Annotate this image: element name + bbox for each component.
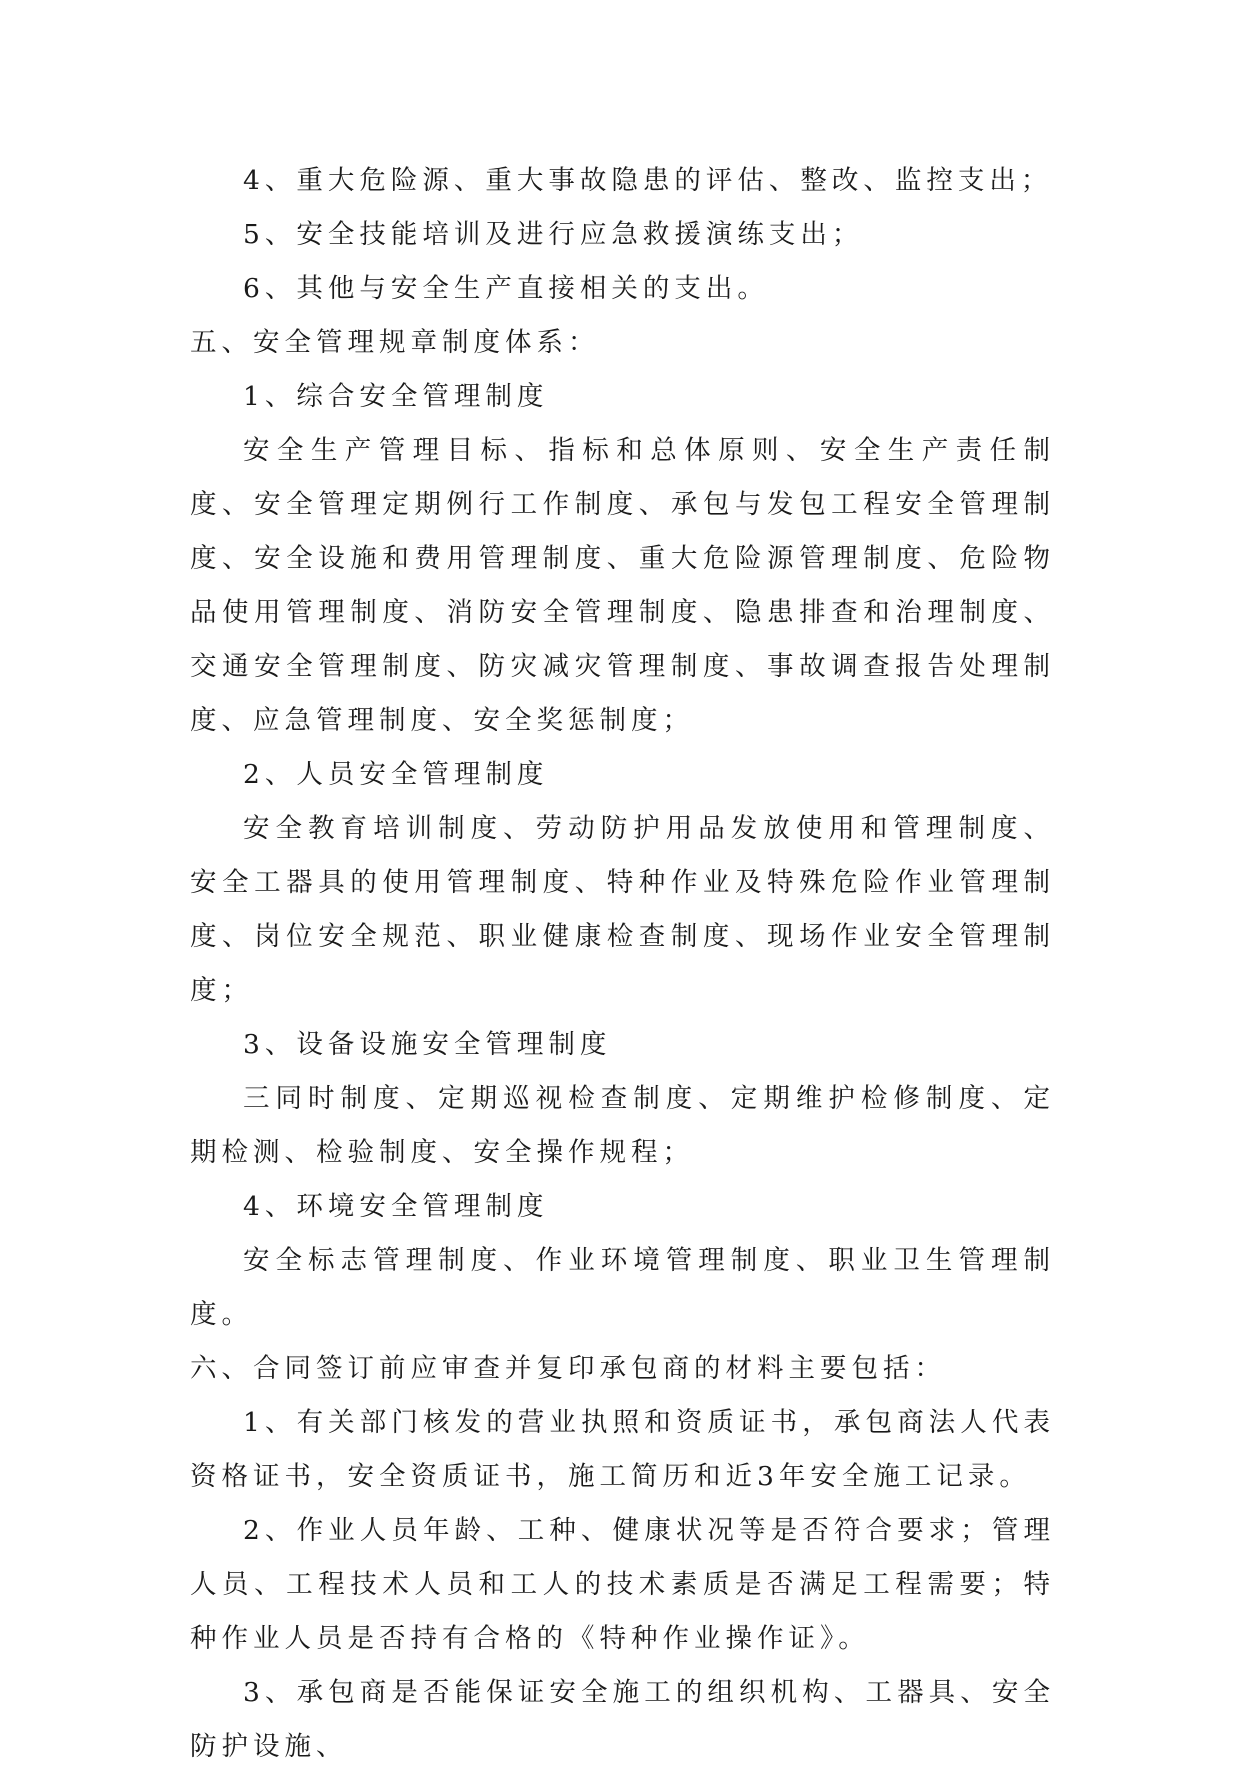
document-body	[190, 154, 1055, 1774]
paragraph-item-5-training: 5、安全技能培训及进行应急救援演练支出；	[243, 219, 864, 250]
paragraph-personnel-safety: 安全教育培训制度、劳动防护用品发放使用和管理制度、安全工器具的使用管理制度、特种作业及特殊危险作业管理制度、岗位安全规范、职业健康检查制度、现场作业安全管理制度；	[190, 813, 1055, 1006]
section-heading-6: 六、合同签订前应审查并复印承包商的材料主要包括：	[190, 1353, 946, 1384]
paragraph-item-4-major-hazards: 4、重大危险源、重大事故隐患的评估、整改、监控支出；	[243, 165, 1053, 196]
paragraph-item-6-other-expenses: 6、其他与安全生产直接相关的支出。	[243, 273, 769, 304]
paragraph-contractor-personnel: 2、作业人员年龄、工种、健康状况等是否符合要求；管理人员、工程技术人员和工人的技术素质是否满足工程需要；特种作业人员是否持有合格的《特种作业操作证》。	[190, 1515, 1055, 1654]
paragraph-contractor-licenses: 1、有关部门核发的营业执照和资质证书，承包商法人代表资格证书，安全资质证书，施工简历和近3年安全施工记录。	[190, 1407, 1055, 1492]
subheading-personnel-safety: 2、人员安全管理制度	[243, 759, 549, 790]
paragraph-environment-safety: 安全标志管理制度、作业环境管理制度、职业卫生管理制度。	[190, 1245, 1055, 1330]
subheading-equipment-safety: 3、设备设施安全管理制度	[243, 1029, 612, 1060]
paragraph-comprehensive-safety: 安全生产管理目标、指标和总体原则、安全生产责任制度、安全管理定期例行工作制度、承包与发包工程安全管理制度、安全设施和费用管理制度、重大危险源管理制度、危险物品使用管理制度、消防安全管理制度、隐患排查和治理制度、交通安全管理制度、防灾减灾管理制度、事故调查报告处理制度、应急管理制度、安全奖惩制度；	[190, 435, 1055, 736]
subheading-environment-safety: 4、环境安全管理制度	[243, 1191, 549, 1222]
paragraph-equipment-safety: 三同时制度、定期巡视检查制度、定期维护检修制度、定期检测、检验制度、安全操作规程；	[190, 1083, 1055, 1168]
paragraph-contractor-organization: 3、承包商是否能保证安全施工的组织机构、工器具、安全防护设施、	[190, 1677, 1055, 1762]
subheading-comprehensive-safety: 1、综合安全管理制度	[243, 381, 549, 412]
section-heading-5: 五、安全管理规章制度体系：	[190, 327, 600, 358]
